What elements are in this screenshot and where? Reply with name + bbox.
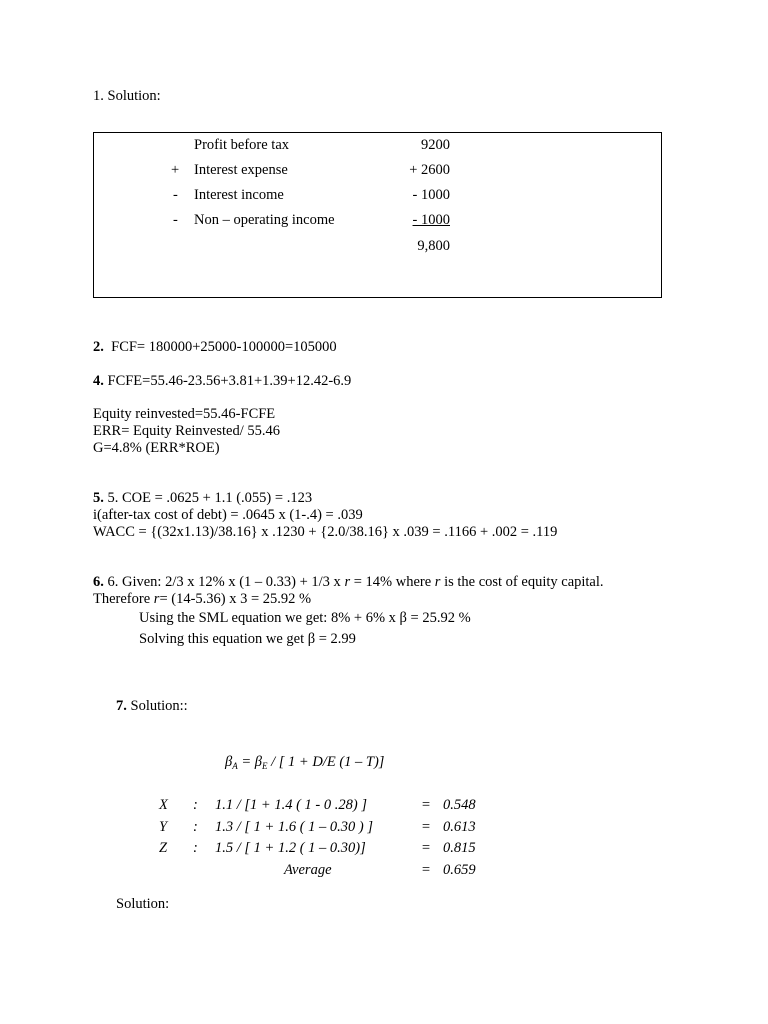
q7-row-y-expr: 1.3 / [ 1 + 1.6 ( 1 – 0.30 ) ] [215, 819, 374, 835]
q7-formula [225, 754, 384, 771]
footer-solution-heading: Solution: [116, 896, 170, 912]
q5-line1: i(after-tax cost of debt) = .0645 x (1-.4) = .039 [93, 507, 363, 523]
q4-line1: Equity reinvested=55.46-FCFE [93, 406, 276, 422]
q1-row1-label: Profit before tax [194, 137, 290, 153]
q7-formula-rhs: / [ 1 + D/E (1 – T)] [267, 754, 385, 770]
q7-row-z-value: 0.815 [443, 840, 476, 856]
q1-total: 9,800 [417, 238, 450, 254]
q6-number: 6. [93, 574, 104, 590]
q6-r1: r [344, 574, 351, 590]
q7-heading-line [116, 698, 188, 715]
q7-row-x-value: 0.548 [443, 797, 476, 813]
q4-line [93, 373, 351, 390]
q1-row2-sign: + [171, 162, 180, 178]
q5-line [93, 490, 312, 507]
q7-row-z-label: Z [159, 840, 168, 856]
q7-formula-lhs: β [225, 754, 233, 770]
q1-row3-sign: - [173, 187, 178, 203]
q4-text: FCFE=55.46-23.56+3.81+1.39+12.42-6.9 [107, 373, 352, 389]
q7-average-label: Average [284, 862, 332, 878]
q1-row3-value: - 1000 [412, 187, 450, 203]
q2-line [93, 339, 337, 356]
q7-row-x-colon: : [193, 797, 198, 813]
q5-line2: WACC = {(32x1.13)/38.16} x .1230 + {2.0/38.16} x .039 = .1166 + .002 = .119 [93, 524, 558, 540]
q1-row2-label: Interest expense [194, 162, 288, 178]
q6-line1-a: Therefore [93, 591, 154, 607]
q7-row-x-label: X [159, 797, 168, 813]
q1-row3-label: Interest income [194, 187, 284, 203]
q7-row-y-colon: : [193, 819, 198, 835]
q6-line3: Solving this equation we get β = 2.99 [139, 631, 356, 647]
q7-heading: Solution:: [130, 698, 188, 714]
q1-row2-value: + 2600 [409, 162, 450, 178]
q1-row4-sign: - [173, 212, 178, 228]
q6-text-a: 6. Given: 2/3 x 12% x (1 – 0.33) + 1/3 x [107, 574, 345, 590]
q2-text: FCF= 180000+25000-100000=105000 [111, 339, 337, 355]
q6-text-c: is the cost of equity capital. [440, 574, 604, 590]
q7-average-value: 0.659 [443, 862, 476, 878]
q7-row-y-label: Y [159, 819, 168, 835]
q1-heading: 1. Solution: [93, 88, 161, 104]
q2-number: 2. [93, 339, 104, 355]
q6-line1-r: r [153, 591, 160, 607]
q7-row-x-expr: 1.1 / [1 + 1.4 ( 1 - 0 .28) ] [215, 797, 367, 813]
q1-row1-value: 9200 [421, 137, 450, 153]
q6-line2: Using the SML equation we get: 8% + 6% x β = 25.92 % [139, 610, 471, 626]
q1-row4-value: - 1000 [412, 212, 450, 228]
q6-line1 [93, 591, 311, 608]
q7-number: 7. [116, 698, 127, 714]
q1-row4-label: Non – operating income [194, 212, 335, 228]
q4-line3: G=4.8% (ERR*ROE) [93, 440, 220, 456]
q6-line1-b: = (14-5.36) x 3 = 25.92 % [159, 591, 312, 607]
q5-text: 5. COE = .0625 + 1.1 (.055) = .123 [107, 490, 313, 506]
q7-formula-mid: = β [237, 754, 262, 770]
q7-row-z-eq: = [421, 840, 431, 856]
q4-line2: ERR= Equity Reinvested/ 55.46 [93, 423, 280, 439]
q7-row-y-eq: = [421, 819, 431, 835]
q1-table-box [93, 132, 662, 298]
q7-row-z-colon: : [193, 840, 198, 856]
q7-row-y-value: 0.613 [443, 819, 476, 835]
q6-text-b: = 14% where [350, 574, 435, 590]
q7-average-eq: = [421, 862, 431, 878]
q7-formula-mid-sub: E [262, 761, 268, 771]
q7-row-z-expr: 1.5 / [ 1 + 1.2 ( 1 – 0.30)] [215, 840, 366, 856]
q5-number: 5. [93, 490, 104, 506]
q6-line [93, 574, 604, 591]
q4-number: 4. [93, 373, 104, 389]
q6-r2: r [434, 574, 441, 590]
q7-row-x-eq: = [421, 797, 431, 813]
q7-formula-lhs-sub: A [232, 761, 238, 771]
